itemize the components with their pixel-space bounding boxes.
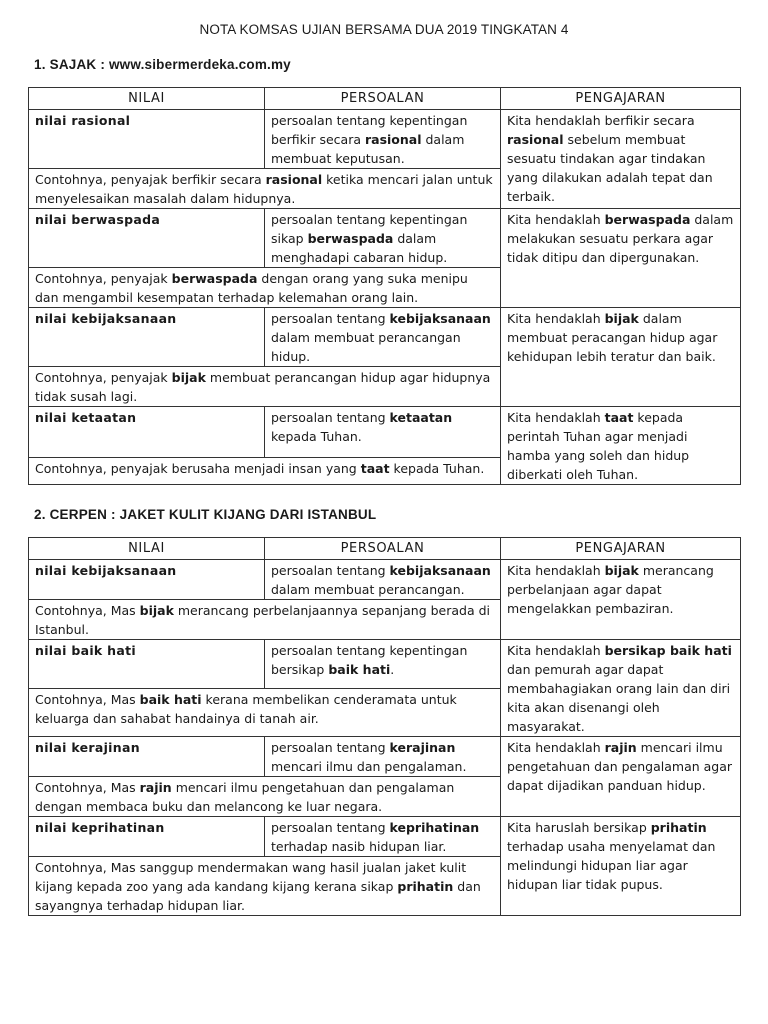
bold-keyword: rajin <box>139 780 172 795</box>
text-segment: Kita hendaklah <box>507 212 605 227</box>
pengajaran-cell <box>501 308 741 407</box>
text-segment: sebelum membuat sesuatu tindakan agar tindakan yang dilakukan adalah tepat dan terbaik. <box>507 132 713 204</box>
text-segment: Contohnya, penyajak <box>35 271 172 286</box>
text-segment: kepada Tuhan. <box>271 429 362 444</box>
pengajaran-cell <box>501 737 741 817</box>
text-segment: Kita hendaklah <box>507 311 605 326</box>
bold-keyword: berwaspada <box>307 231 394 246</box>
text-segment: Kita hendaklah berfikir secara <box>507 113 695 128</box>
bold-keyword: prihatin <box>397 879 454 894</box>
bold-keyword: berwaspada <box>604 212 691 227</box>
text-segment: persoalan tentang <box>271 563 390 578</box>
bold-keyword: rasional <box>265 172 323 187</box>
persoalan-cell <box>265 737 501 777</box>
text-segment: persoalan tentang <box>271 820 390 835</box>
text-segment: dalam membuat perancangan. <box>271 582 465 597</box>
nilai-cell: nilai kerajinan <box>29 737 265 777</box>
contoh-cell <box>29 367 501 407</box>
persoalan-cell <box>265 110 501 169</box>
nilai-cell: nilai rasional <box>29 110 265 169</box>
nilai-cell: nilai berwaspada <box>29 209 265 268</box>
nilai-cell: nilai kebijaksanaan <box>29 560 265 600</box>
text-segment: terhadap usaha menyelamat dan melindungi hidupan liar agar hidupan liar tidak pupus. <box>507 839 716 892</box>
header-persoalan: PERSOALAN <box>265 538 501 560</box>
text-segment: Kita hendaklah <box>507 740 605 755</box>
text-segment: persoalan tentang kepentingan berfikir secara <box>271 113 468 147</box>
bold-keyword: baik hati <box>328 662 391 677</box>
bold-keyword: rasional <box>507 132 564 147</box>
pengajaran-cell <box>501 209 741 308</box>
header-pengajaran: PENGAJARAN <box>501 538 741 560</box>
bold-keyword: bersikap baik hati <box>604 643 732 658</box>
table-row <box>29 209 741 268</box>
text-segment: merancang perbelanjaannya sepanjang berada di Istanbul. <box>35 603 491 637</box>
header-persoalan: PERSOALAN <box>265 88 501 110</box>
text-segment: Contohnya, Mas <box>35 780 140 795</box>
bold-keyword: ketaatan <box>389 410 453 425</box>
text-segment: Contohnya, penyajak <box>35 370 172 385</box>
table-row <box>29 407 741 458</box>
bold-keyword: kebijaksanaan <box>389 311 491 326</box>
text-segment: persoalan tentang <box>271 311 390 326</box>
bold-keyword: rasional <box>364 132 422 147</box>
pengajaran-cell <box>501 640 741 737</box>
persoalan-cell <box>265 640 501 689</box>
text-segment: membuat perancangan hidup agar hidupnya tidak susah lagi. <box>35 370 491 404</box>
text-segment: kepada Tuhan. <box>389 461 485 477</box>
persoalan-cell <box>265 209 501 268</box>
table-header-row <box>29 538 741 560</box>
text-segment: Contohnya, penyajak berusaha menjadi insan yang <box>35 461 361 477</box>
bold-keyword: rajin <box>604 740 637 755</box>
persoalan-cell <box>265 560 501 600</box>
text-segment: Contohnya, penyajak berfikir secara <box>35 172 266 187</box>
text-segment: kerana membelikan cenderamata untuk keluarga dan sahabat handainya di tanah air. <box>35 691 457 726</box>
table-row <box>29 737 741 777</box>
table-row <box>29 308 741 367</box>
contoh-cell <box>29 268 501 308</box>
persoalan-cell <box>265 407 501 458</box>
pengajaran-cell <box>501 817 741 916</box>
section-heading-cerpen: 2. CERPEN : JAKET KULIT KIJANG DARI ISTANBUL <box>34 507 377 522</box>
contoh-cell <box>29 688 501 737</box>
pengajaran-cell <box>501 560 741 640</box>
page-title: NOTA KOMSAS UJIAN BERSAMA DUA 2019 TINGKATAN 4 <box>199 22 569 37</box>
bold-keyword: bijak <box>171 370 206 385</box>
contoh-cell <box>29 458 501 485</box>
text-segment: Kita hendaklah <box>507 643 605 658</box>
bold-keyword: keprihatinan <box>389 820 480 835</box>
text-segment: persoalan tentang kepentingan sikap <box>271 212 468 246</box>
table-row <box>29 640 741 689</box>
contoh-cell <box>29 777 501 817</box>
text-segment: dalam menghadapi cabaran hidup. <box>271 231 448 265</box>
text-segment: dalam membuat perancangan hidup. <box>271 330 461 364</box>
table-sajak <box>28 87 741 485</box>
persoalan-cell <box>265 308 501 367</box>
nilai-cell: nilai kebijaksanaan <box>29 308 265 367</box>
text-segment: Kita haruslah bersikap <box>507 820 651 835</box>
nilai-cell: nilai baik hati <box>29 640 265 689</box>
text-segment: kepada perintah Tuhan agar menjadi hamba yang soleh dan hidup diberkati oleh Tuhan. <box>507 410 690 482</box>
header-nilai: NILAI <box>29 88 265 110</box>
bold-keyword: baik hati <box>139 691 202 707</box>
contoh-cell <box>29 169 501 209</box>
table-row <box>29 560 741 600</box>
table-row <box>29 110 741 169</box>
header-pengajaran: PENGAJARAN <box>501 88 741 110</box>
bold-keyword: berwaspada <box>171 271 258 286</box>
bold-keyword: bijak <box>604 563 639 578</box>
bold-keyword: taat <box>360 461 390 477</box>
text-segment: Kita hendaklah <box>507 563 605 578</box>
nilai-cell: nilai ketaatan <box>29 407 265 458</box>
bold-keyword: prihatin <box>650 820 707 835</box>
text-segment: persoalan tentang <box>271 410 390 425</box>
contoh-cell <box>29 857 501 916</box>
text-segment: dan sayangnya terhadap hidupan liar. <box>35 879 481 913</box>
text-segment: merancang perbelanjaan agar dapat mengelakkan pembaziran. <box>507 563 714 616</box>
text-segment: dengan orang yang suka menipu dan mengambil kesempatan terhadap kelemahan orang lain. <box>35 271 468 305</box>
text-segment: ketika mencari jalan untuk menyelesaikan masalah dalam hidupnya. <box>35 172 493 206</box>
text-segment: mencari ilmu pengetahuan dan pengalaman agar dapat dijadikan panduan hidup. <box>507 740 733 793</box>
text-segment: dan pemurah agar dapat membahagiakan orang lain dan diri kita akan disenangi oleh masyarakat. <box>507 662 731 734</box>
text-segment: Contohnya, Mas <box>35 603 140 618</box>
text-segment: mencari ilmu dan pengalaman. <box>271 759 467 774</box>
text-segment: dalam melakukan sesuatu perkara agar tidak ditipu dan dipergunakan. <box>507 212 734 265</box>
text-segment: terhadap nasib hidupan liar. <box>271 839 447 854</box>
text-segment: dalam membuat peracangan hidup agar kehidupan lebih teratur dan baik. <box>507 311 718 364</box>
bold-keyword: bijak <box>139 603 174 618</box>
bold-keyword: bijak <box>604 311 639 326</box>
text-segment: Contohnya, Mas <box>35 691 140 707</box>
text-segment: persoalan tentang <box>271 740 390 755</box>
table-cerpen <box>28 537 741 916</box>
section-heading-sajak: 1. SAJAK : www.sibermerdeka.com.my <box>34 57 291 72</box>
bold-keyword: kebijaksanaan <box>389 563 491 578</box>
text-segment: persoalan tentang kepentingan bersikap <box>271 643 468 677</box>
contoh-cell <box>29 600 501 640</box>
pengajaran-cell <box>501 407 741 485</box>
bold-keyword: kerajinan <box>389 740 456 755</box>
table-row <box>29 817 741 857</box>
bold-keyword: taat <box>604 410 634 425</box>
pengajaran-cell <box>501 110 741 209</box>
table-header-row <box>29 88 741 110</box>
nilai-cell: nilai keprihatinan <box>29 817 265 857</box>
text-segment: dalam membuat keputusan. <box>271 132 465 166</box>
text-segment: . <box>390 662 395 677</box>
header-nilai: NILAI <box>29 538 265 560</box>
persoalan-cell <box>265 817 501 857</box>
text-segment: Kita hendaklah <box>507 410 605 425</box>
text-segment: Contohnya, Mas sanggup mendermakan wang hasil jualan jaket kulit kijang kepada zoo yang ada kandang kijang kerana sikap <box>35 860 467 894</box>
text-segment: mencari ilmu pengetahuan dan pengalaman dengan membaca buku dan melancong ke luar negara. <box>35 780 455 814</box>
